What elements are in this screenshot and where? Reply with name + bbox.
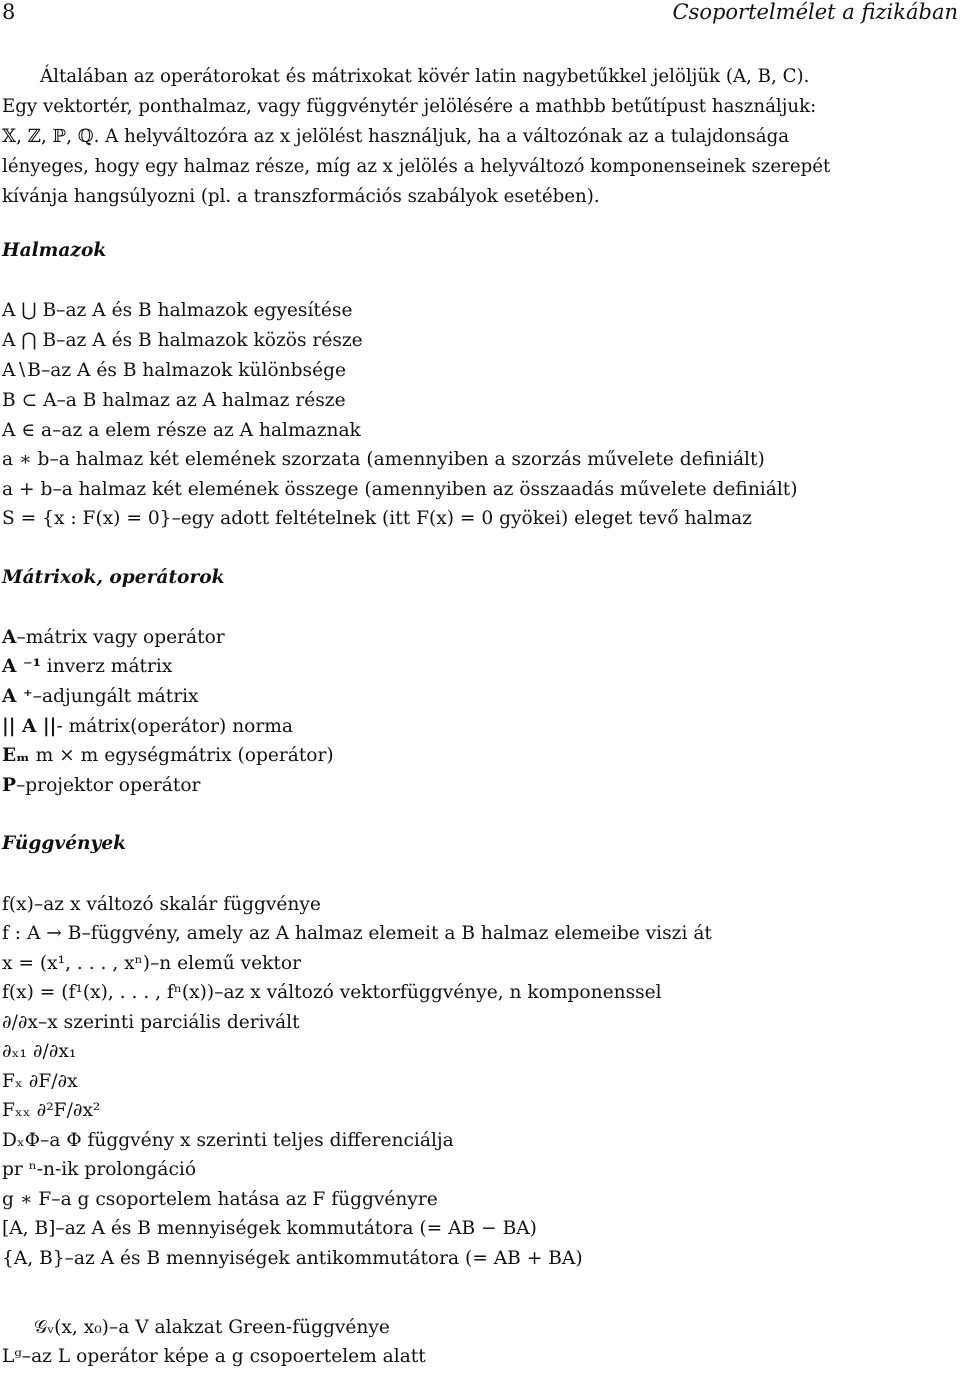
notation-row: P–projektor operátor [2, 775, 201, 796]
notation-row: {A, B}–az A és B mennyiségek antikommutátora (= AB + BA) [2, 1248, 583, 1269]
notation-row: A∖B–az A és B halmazok különbsége [2, 360, 347, 381]
notation-row: || A ||- mátrix(operátor) norma [2, 716, 293, 737]
notation-row: 𝒢ᵥ(x, x₀)–a V alakzat Green-függvénye [34, 1317, 390, 1338]
notation-row: x = (x¹, . . . , xⁿ)–n elemű vektor [2, 953, 301, 974]
notation-row: ∂ₓ₁ ∂/∂x₁ [2, 1041, 77, 1062]
notation-row: A–mátrix vagy operátor [2, 627, 225, 648]
intro-line: Egy vektortér, ponthalmaz, vagy függvénytér jelölésére a mathbb betűtípust használjuk: [2, 96, 817, 117]
intro-line: Általában az operátorokat és mátrixokat kövér latin nagybetűkkel jelöljük (A, B, C). [40, 66, 810, 87]
notation-row: A ⁻¹ inverz mátrix [2, 656, 173, 677]
notation-row: f(x)–az x változó skalár függvénye [2, 894, 321, 915]
notation-row: B ⊂ A–a B halmaz az A halmaz része [2, 390, 346, 411]
notation-row: g ∗ F–a g csoportelem hatása az F függvényre [2, 1189, 438, 1210]
section-heading-matrixok: Mátrixok, operátorok [2, 567, 225, 588]
notation-row: [A, B]–az A és B mennyiségek kommutátora (= AB − BA) [2, 1218, 537, 1239]
intro-line: lényeges, hogy egy halmaz része, míg az x jelölés a helyváltozó komponenseinek szerepét [2, 156, 831, 177]
notation-row: DₓΦ–a Φ függvény x szerinti teljes differenciálja [2, 1130, 454, 1151]
notation-row: f : A → B–függvény, amely az A halmaz elemeit a B halmaz elemeibe viszi át [2, 923, 712, 944]
page-number: 8 [2, 0, 16, 24]
notation-row: ∂/∂x–x szerinti parciális derivált [2, 1012, 300, 1033]
notation-row: Lᵍ–az L operátor képe a g csopoertelem alatt [2, 1346, 426, 1367]
running-title: Csoportelmélet a fizikában [672, 0, 958, 24]
notation-row: A ⁺–adjungált mátrix [2, 686, 199, 707]
section-heading-halmazok: Halmazok [2, 240, 107, 261]
notation-row: Fₓₓ ∂²F/∂x² [2, 1100, 101, 1121]
section-heading-fuggvenyek: Függvények [2, 833, 127, 854]
notation-row: a ∗ b–a halmaz két elemének szorzata (amennyiben a szorzás művelete definiált) [2, 449, 765, 470]
notation-row: A ⋂ B–az A és B halmazok közös része [2, 330, 363, 351]
notation-row: A ∈ a–az a elem része az A halmaznak [2, 420, 361, 441]
notation-row: S = {x : F(x) = 0}–egy adott feltételnek (itt F(x) = 0 gyökei) eleget tevő halmaz [2, 508, 752, 529]
notation-row: Eₘ m × m egységmátrix (operátor) [2, 745, 334, 766]
notation-row: pr ⁿ-n-ik prolongáció [2, 1159, 197, 1180]
notation-row: f(x) = (f¹(x), . . . , fⁿ(x))–az x változó vektorfüggvénye, n komponenssel [2, 982, 662, 1003]
intro-line: 𝕏, ℤ, ℙ, ℚ. A helyváltozóra az x jelölést használjuk, ha a változónak az a tulajdonsága [2, 126, 790, 147]
notation-row: A ⋃ B–az A és B halmazok egyesítése [2, 300, 353, 321]
notation-row: a + b–a halmaz két elemének összege (amennyiben az összaadás művelete definiált) [2, 479, 798, 500]
notation-row: Fₓ ∂F/∂x [2, 1071, 78, 1092]
page-header [2, 0, 958, 30]
intro-line: kívánja hangsúlyozni (pl. a transzformációs szabályok esetében). [2, 186, 600, 207]
